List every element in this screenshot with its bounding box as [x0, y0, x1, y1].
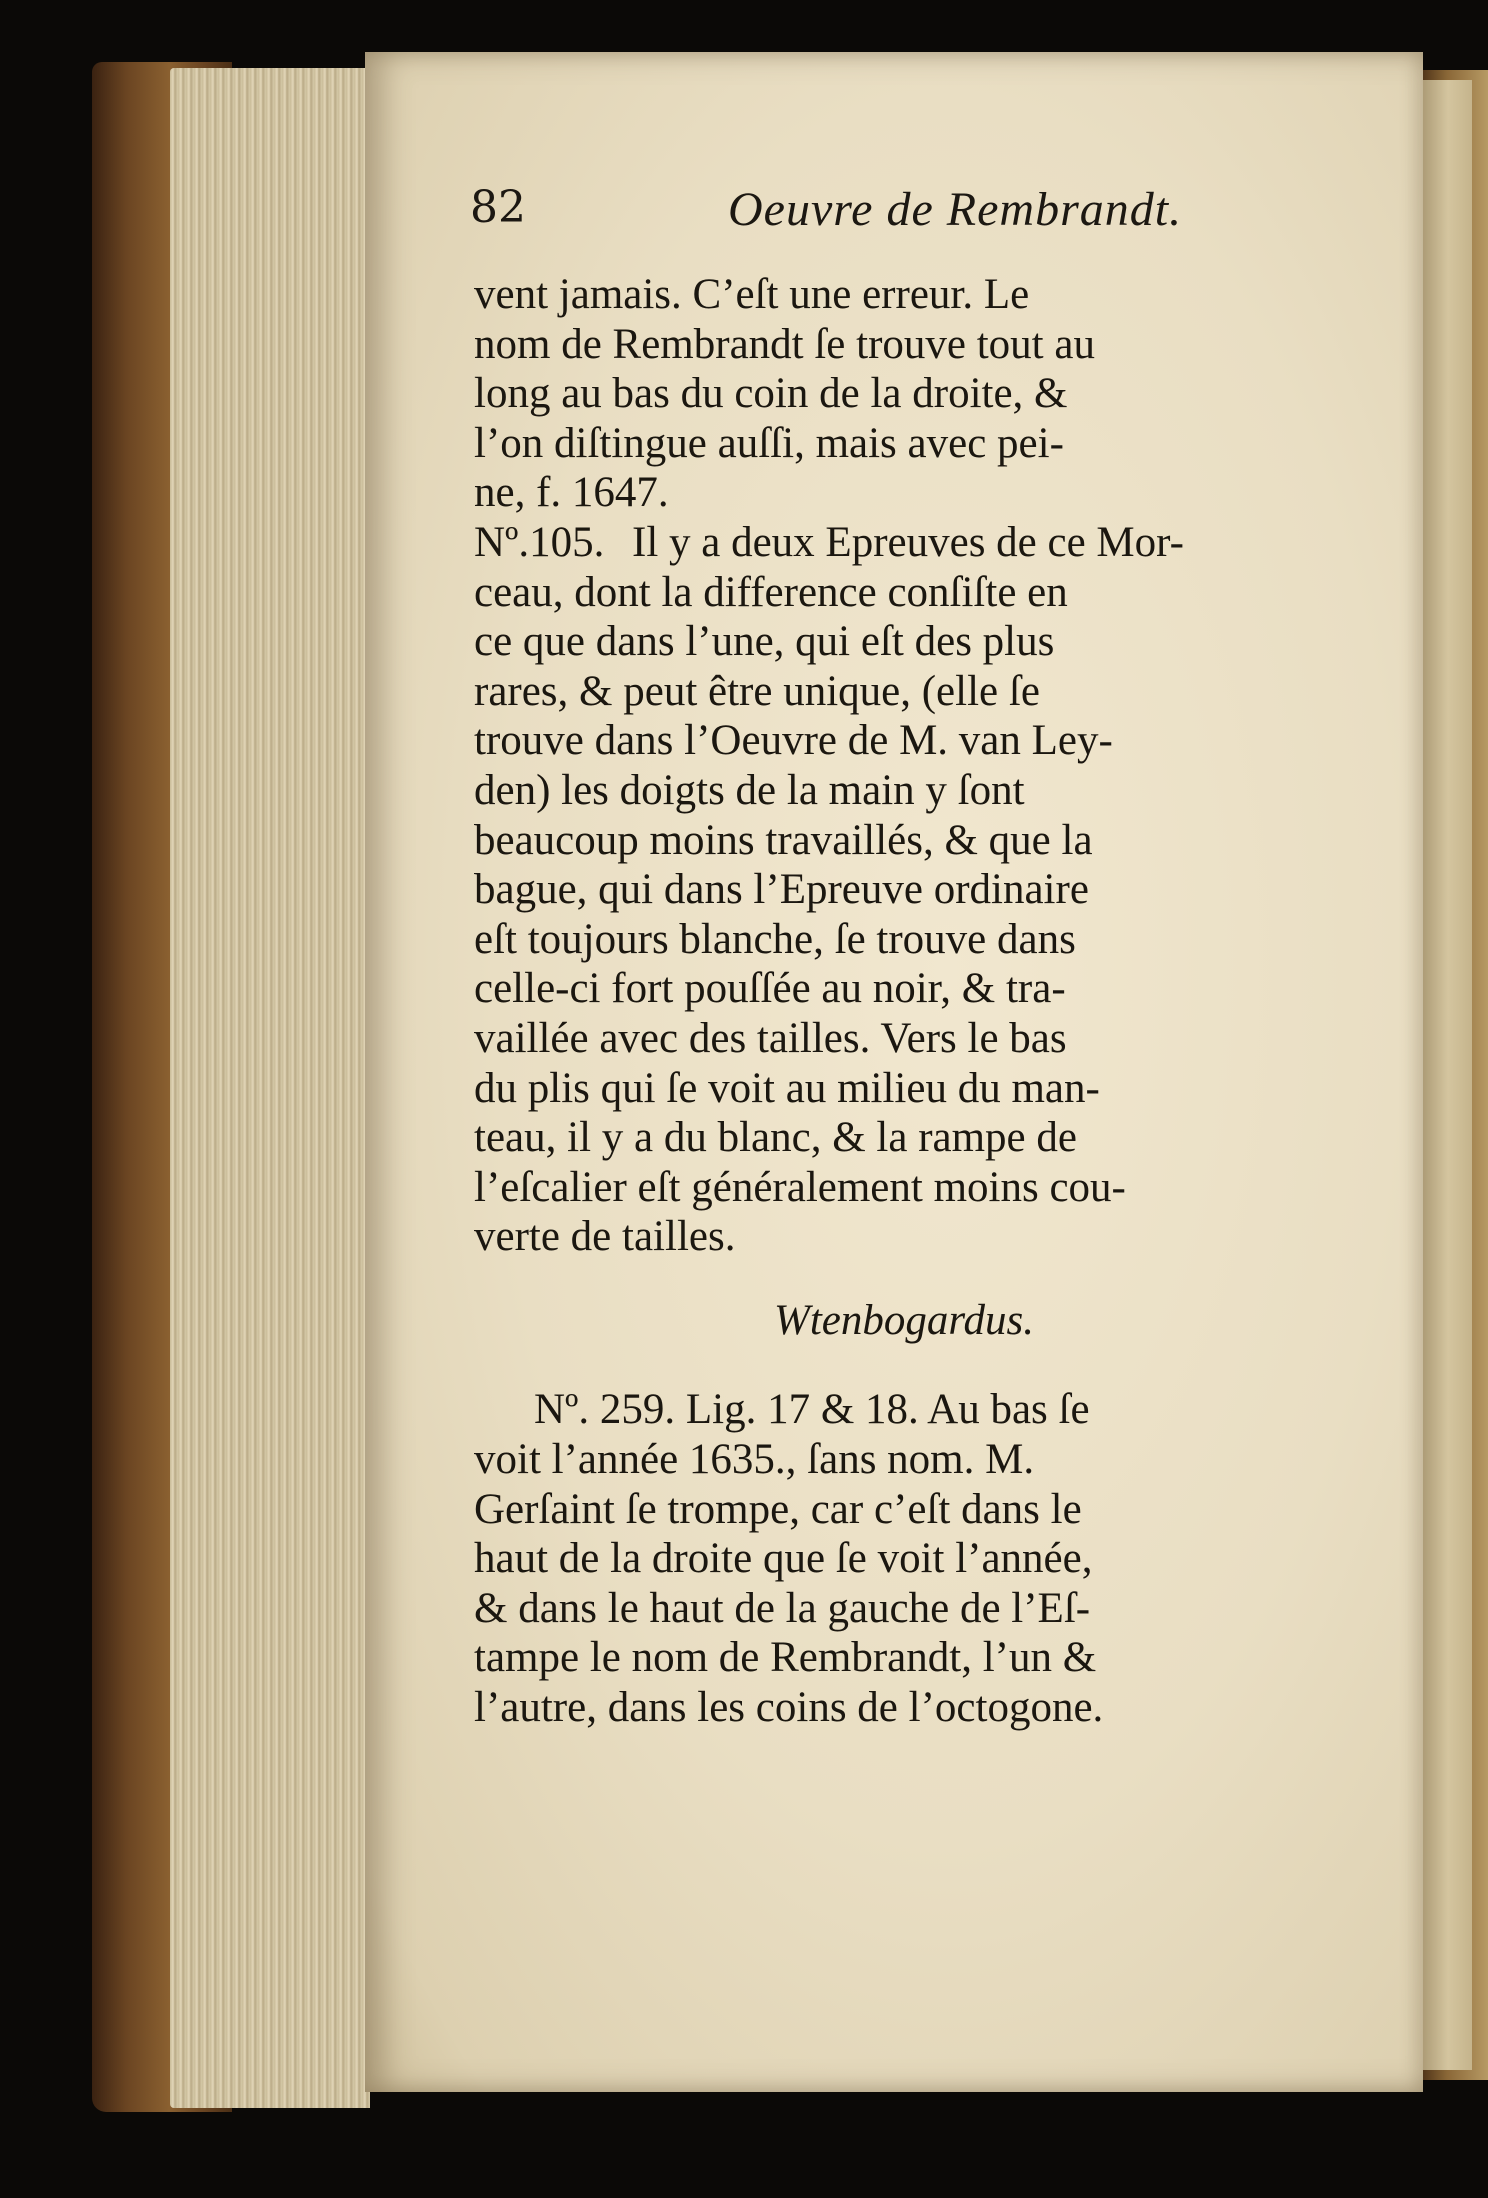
- text-line: celle-ci fort pouſſée au noir, & tra-: [474, 965, 1066, 1013]
- text-line: l’on diſtingue auſſi, mais avec pei-: [474, 419, 1064, 467]
- page-edges: [170, 68, 370, 2108]
- text-line: rares, & peut être unique, (elle ſe: [474, 667, 1040, 715]
- text-line: tampe le nom de Rembrandt, l’un &: [474, 1634, 1097, 1682]
- page-number: 82: [470, 182, 526, 233]
- text-line: Nº. 259. Lig. 17 & 18. Au bas ſe: [534, 1386, 1090, 1434]
- text-line: beaucoup moins travaillés, & que la: [474, 816, 1093, 864]
- text-line: teau, il y a du blanc, & la rampe de: [474, 1114, 1077, 1162]
- text-line: den) les doigts de la main y ſont: [474, 766, 1025, 814]
- text-line: ne, f. 1647.: [474, 469, 669, 517]
- text-line: l’autre, dans les coins de l’octogone.: [474, 1684, 1104, 1732]
- running-title: Oeuvre de Rembrandt.: [728, 183, 1183, 236]
- entry-259: [474, 1385, 1374, 1732]
- paragraph-continuation: [474, 270, 1374, 518]
- entry-105: [474, 518, 1374, 1262]
- text-line: long au bas du coin de la droite, &: [474, 370, 1068, 418]
- text-line: Gerſaint ſe trompe, car c’eſt dans le: [474, 1485, 1082, 1533]
- text-line: ce que dans l’une, qui eſt des plus: [474, 618, 1055, 666]
- text-line: trouve dans l’Oeuvre de M. van Ley-: [474, 717, 1113, 765]
- text-line: haut de la droite que ſe voit l’année,: [474, 1535, 1093, 1583]
- text-line: eſt toujours blanche, ſe trouve dans: [474, 915, 1076, 963]
- section-heading: Wtenbogardus.: [774, 1296, 1034, 1344]
- text-line: vent jamais. C’eſt une erreur. Le: [474, 271, 1030, 318]
- entry-number: Nº.105.: [474, 518, 605, 566]
- text-line: nom de Rembrandt ſe trouve tout au: [474, 320, 1095, 368]
- text-line: voit l’année 1635., ſans nom. M.: [474, 1436, 1035, 1484]
- text-line: verte de tailles.: [474, 1213, 736, 1261]
- text-line: ceau, dont la difference conſiſte en: [474, 568, 1068, 616]
- text-line: Nº.105. Il y a deux Epreuves de ce Mor-: [474, 518, 1184, 566]
- text-line: & dans le haut de la gauche de l’Eſ-: [474, 1584, 1091, 1632]
- text-line: du plis qui ſe voit au milieu du man-: [474, 1064, 1100, 1112]
- text-line: vaillée avec des tailles. Vers le bas: [474, 1014, 1067, 1062]
- text-line: l’eſcalier eſt généralement moins cou-: [474, 1163, 1126, 1211]
- text-line: bague, qui dans l’Epreuve ordinaire: [474, 866, 1089, 914]
- page-text: [474, 270, 1374, 1733]
